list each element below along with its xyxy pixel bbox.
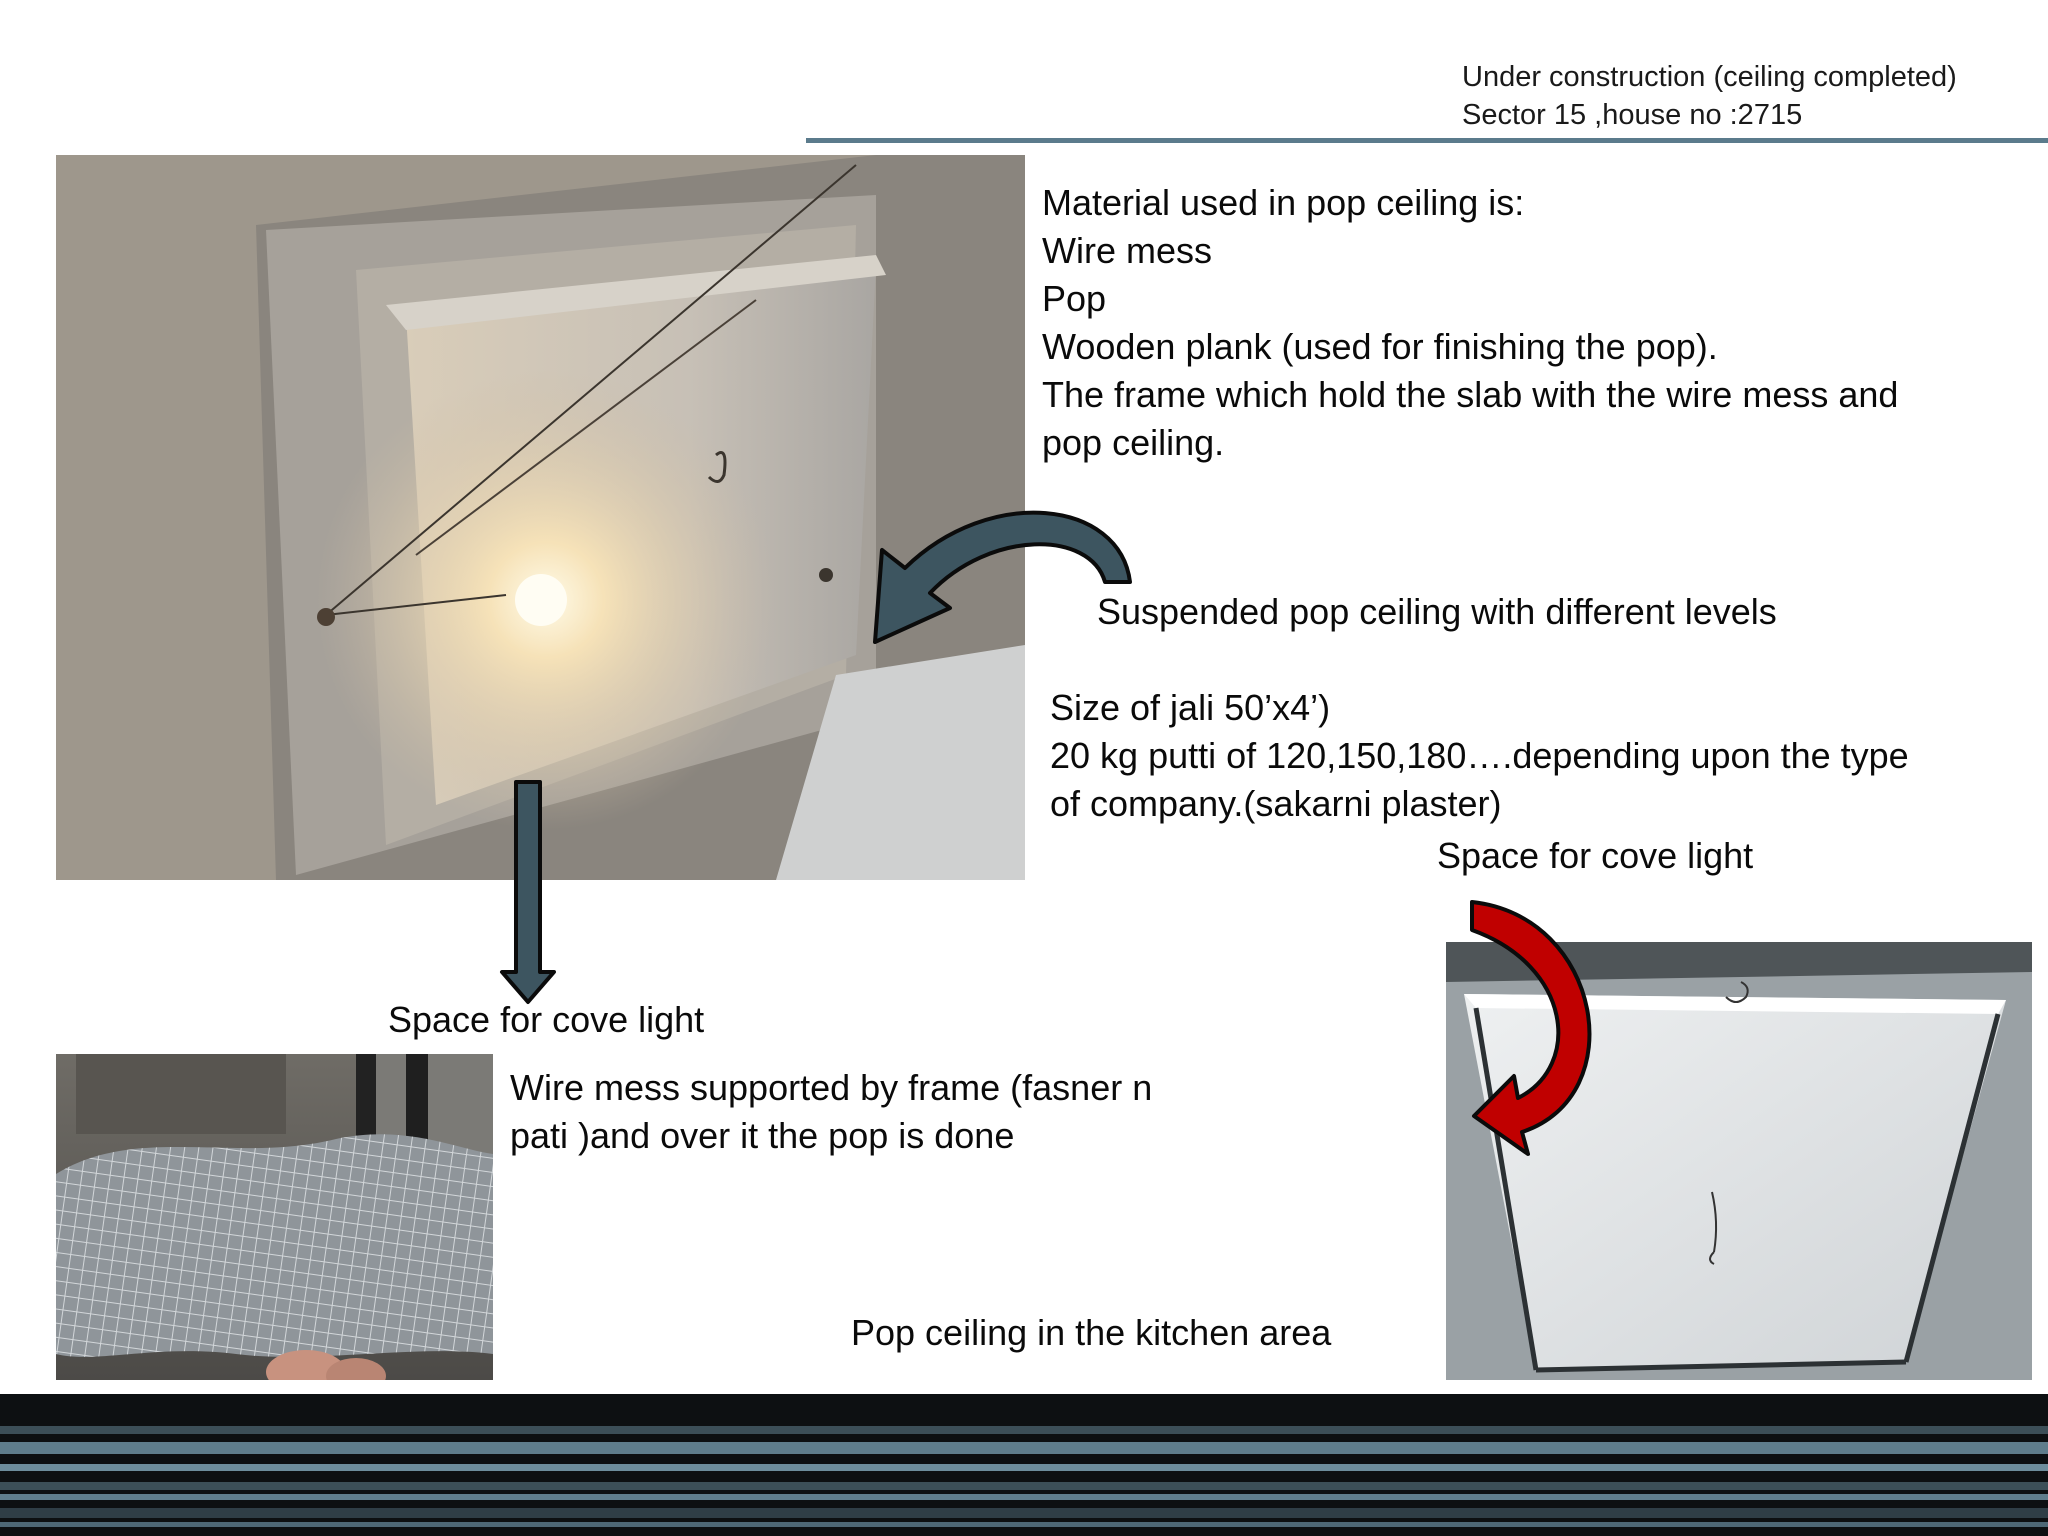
materials-item: Pop bbox=[1042, 278, 1107, 319]
header-address: Sector 15 ,house no :2715 bbox=[1462, 99, 1803, 131]
curved-arrow-icon bbox=[840, 490, 1140, 650]
wire-mesh-photo bbox=[56, 1054, 493, 1380]
red-curved-arrow-icon bbox=[1462, 896, 1622, 1176]
down-arrow-icon bbox=[498, 780, 558, 1005]
spec-line: Size of jali 50’x4’) bbox=[1050, 687, 1331, 728]
spec-text bbox=[1050, 684, 1909, 828]
caption-cove-right: Space for cove light bbox=[1437, 835, 1754, 876]
slide-header bbox=[1462, 58, 1957, 134]
wire-note-line: Wire mess supported by frame (fasner n bbox=[510, 1067, 1153, 1108]
materials-title: Material used in pop ceiling is: bbox=[1042, 182, 1525, 223]
footer-stripes bbox=[0, 1394, 2048, 1536]
wire-note-line: pati )and over it the pop is done bbox=[510, 1115, 1015, 1156]
caption-cove-left: Space for cove light bbox=[388, 999, 705, 1040]
materials-item: The frame which hold the slab with the wire mess and bbox=[1042, 374, 1899, 415]
caption-kitchen: Pop ceiling in the kitchen area bbox=[851, 1312, 1332, 1353]
spec-line: 20 kg putti of 120,150,180….depending upon the type bbox=[1050, 735, 1909, 776]
header-rule bbox=[806, 138, 2048, 143]
materials-item: Wooden plank (used for finishing the pop). bbox=[1042, 326, 1718, 367]
materials-item: pop ceiling. bbox=[1042, 422, 1225, 463]
materials-list bbox=[1042, 179, 1898, 467]
wire-note bbox=[510, 1064, 1152, 1160]
header-status: Under construction (ceiling completed) bbox=[1462, 61, 1957, 93]
spec-line: of company.(sakarni plaster) bbox=[1050, 783, 1502, 824]
materials-item: Wire mess bbox=[1042, 230, 1212, 271]
caption-suspended: Suspended pop ceiling with different levels bbox=[1097, 591, 1777, 632]
